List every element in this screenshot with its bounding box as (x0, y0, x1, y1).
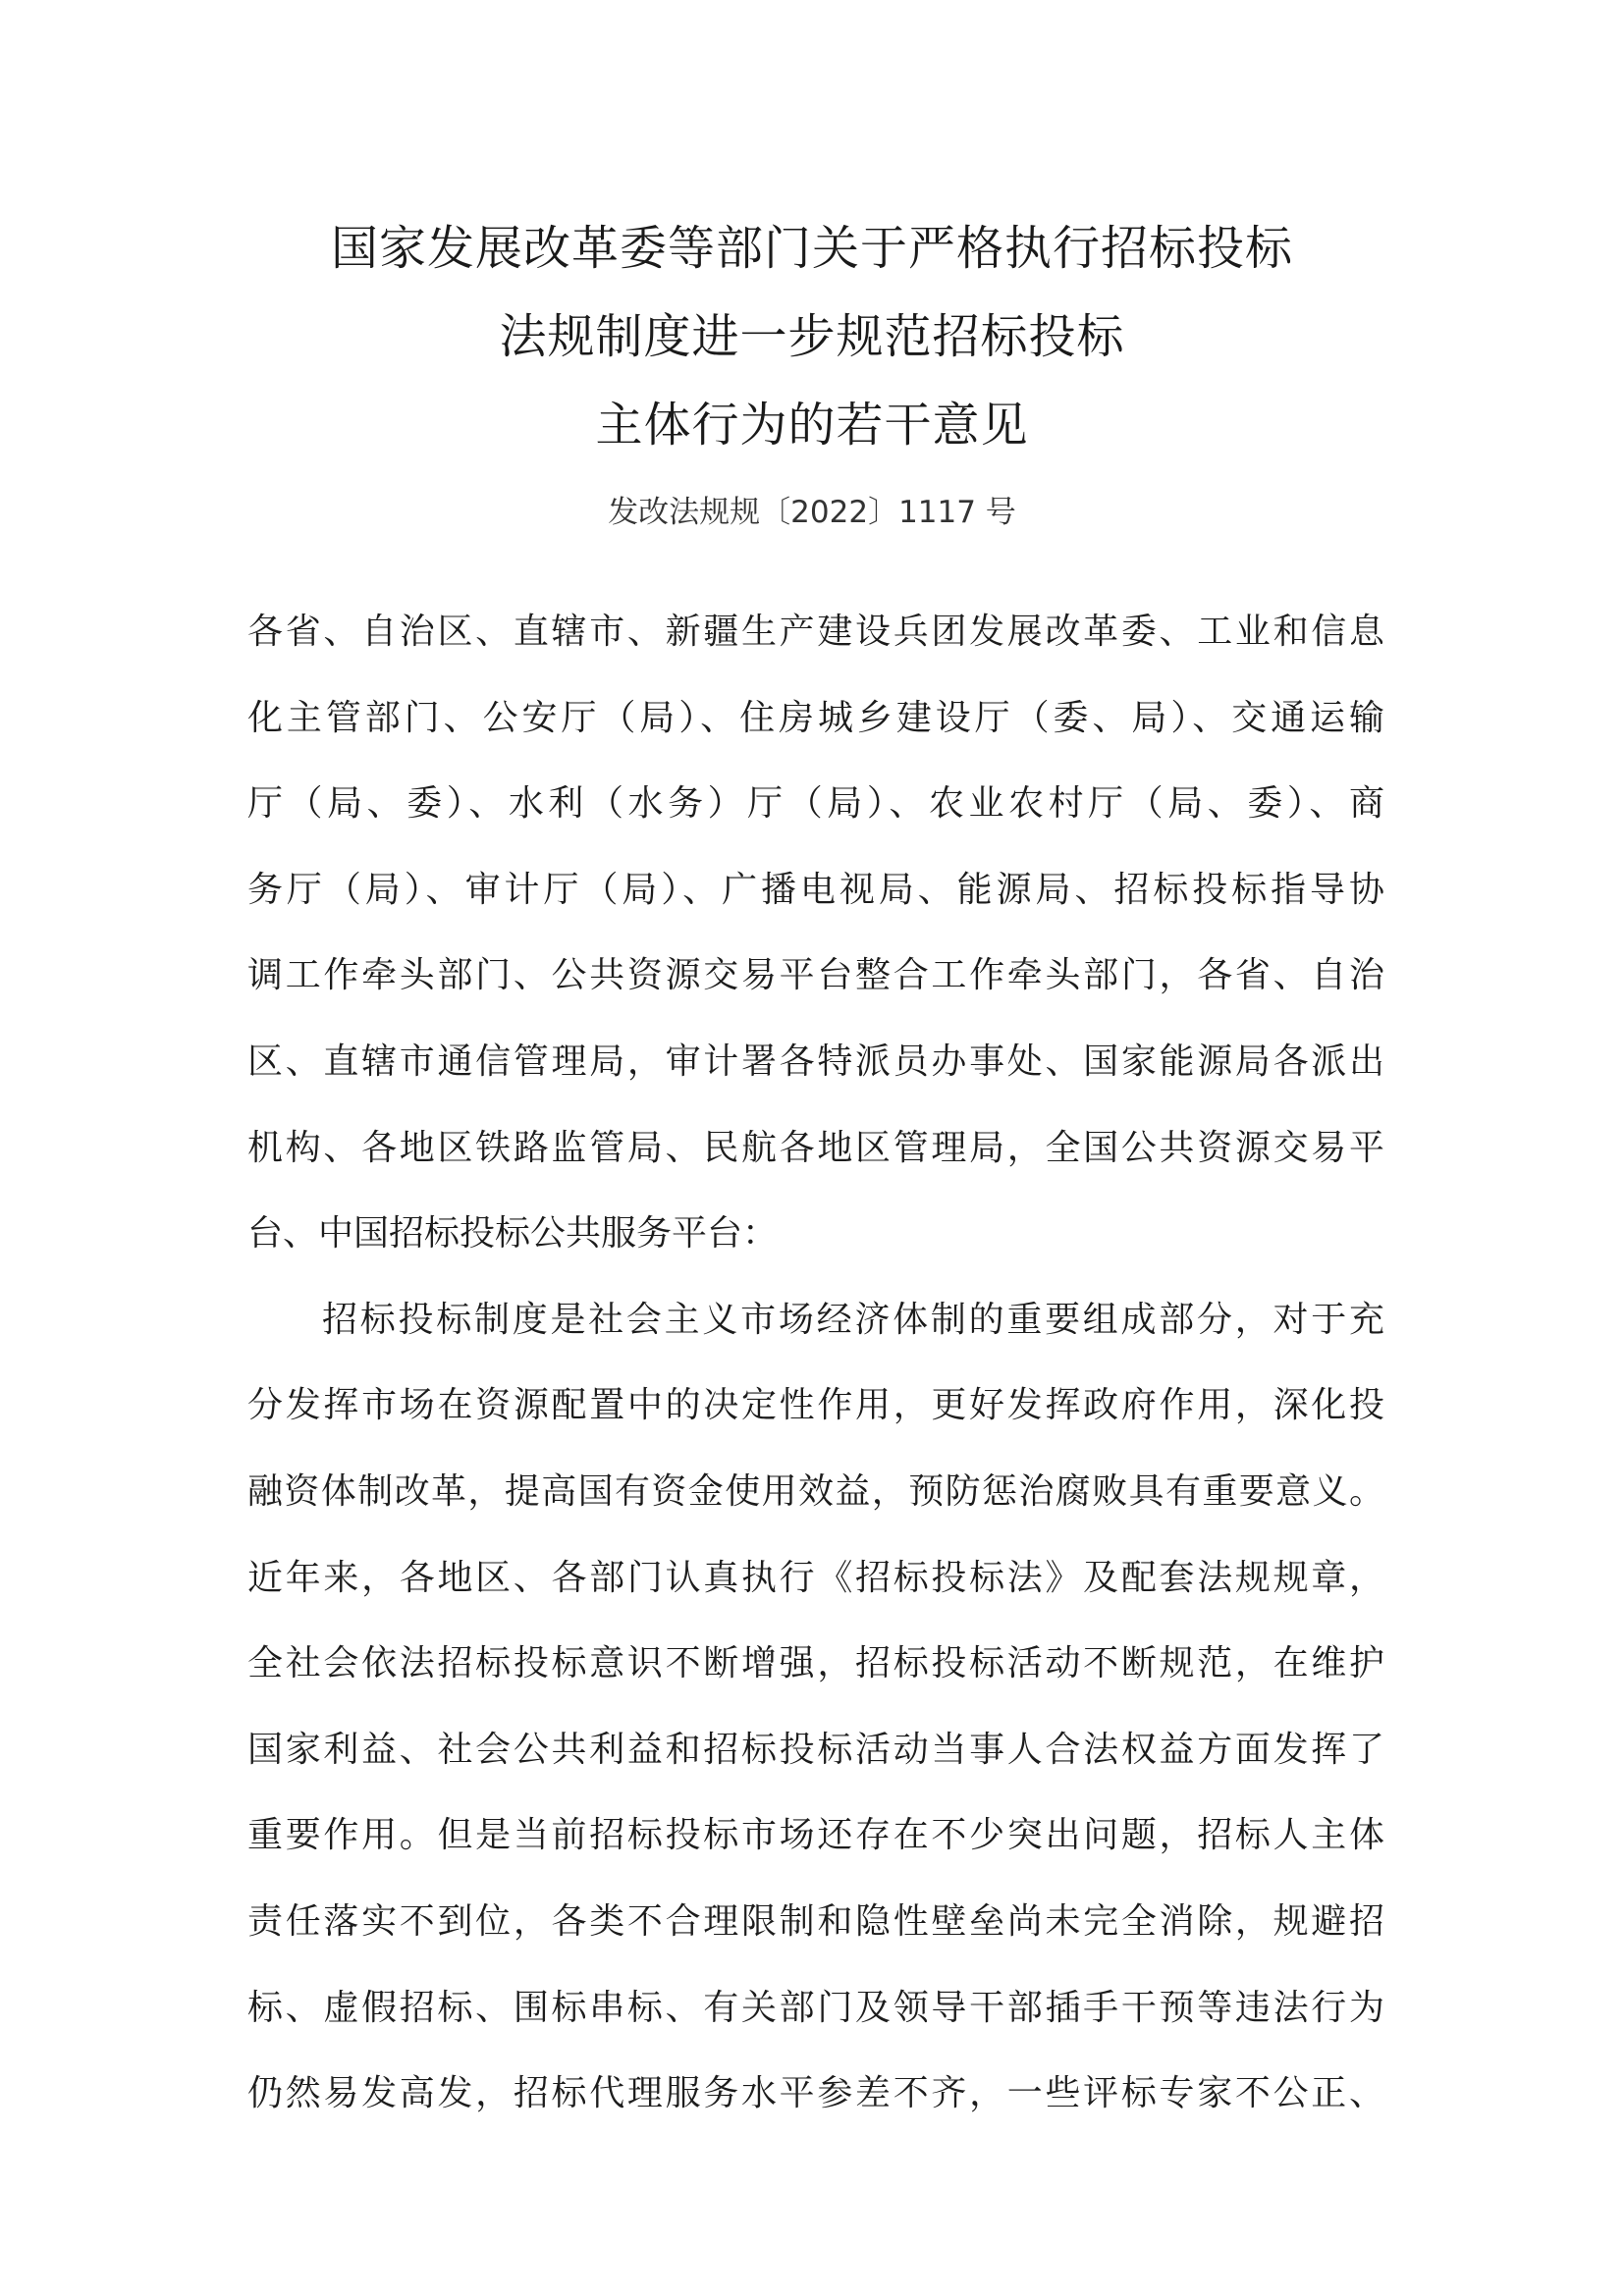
paragraph-line: 近年来，各地区、各部门认真执行《招标投标法》及配套法规规章， (247, 1557, 1384, 1598)
addressee-line: 厅（局、委）、水利（水务）厅（局）、农业农村厅（局、委）、商 (247, 783, 1384, 825)
addressee-line: 台、中国招标投标公共服务平台： (247, 1213, 779, 1255)
paragraph-line: 仍然易发高发，招标代理服务水平参差不齐，一些评标专家不公正、 (247, 2073, 1384, 2114)
title-line: 国家发展改革委等部门关于严格执行招标投标 (330, 221, 1293, 276)
paragraph-line: 招标投标制度是社会主义市场经济体制的重要组成部分，对于充 (322, 1299, 1384, 1340)
addressee-line: 务厅（局）、审计厅（局）、广播电视局、能源局、招标投标指导协 (247, 869, 1384, 910)
document-title (0, 204, 1624, 469)
paragraph-line: 重要作用。但是当前招标投标市场还存在不少突出问题，招标人主体 (247, 1815, 1384, 1856)
addressee-line: 各省、自治区、直辖市、新疆生产建设兵团发展改革委、工业和信息 (247, 612, 1384, 652)
paragraph-line: 责任落实不到位，各类不合理限制和隐性壁垒尚未完全消除，规避招 (247, 1900, 1384, 1942)
paragraph-line: 全社会依法招标投标意识不断增强，招标投标活动不断规范，在维护 (247, 1643, 1384, 1684)
title-line: 法规制度进一步规范招标投标 (499, 309, 1125, 364)
title-line: 主体行为的若干意见 (595, 398, 1029, 453)
paragraph-line: 国家利益、社会公共利益和招标投标活动当事人合法权益方面发挥了 (247, 1729, 1384, 1770)
paragraph-line: 分发挥市场在资源配置中的决定性作用，更好发挥政府作用，深化投 (247, 1385, 1384, 1426)
document-number: 发改法规规〔2022〕1117 号 (608, 495, 1016, 530)
paragraph-line: 融资体制改革，提高国有资金使用效益，预防惩治腐败具有重要意义。 (247, 1470, 1384, 1512)
addressee-line: 调工作牵头部门、公共资源交易平台整合工作牵头部门，各省、自治 (247, 955, 1384, 996)
addressee-line: 化主管部门、公安厅（局）、住房城乡建设厅（委、局）、交通运输 (247, 697, 1384, 738)
addressee-line: 机构、各地区铁路监管局、民航各地区管理局，全国公共资源交易平 (247, 1127, 1384, 1168)
document-body (247, 589, 1384, 2137)
paragraph-line: 标、虚假招标、围标串标、有关部门及领导干部插手干预等违法行为 (247, 1987, 1384, 2028)
addressee-line: 区、直辖市通信管理局，审计署各特派员办事处、国家能源局各派出 (247, 1041, 1384, 1082)
